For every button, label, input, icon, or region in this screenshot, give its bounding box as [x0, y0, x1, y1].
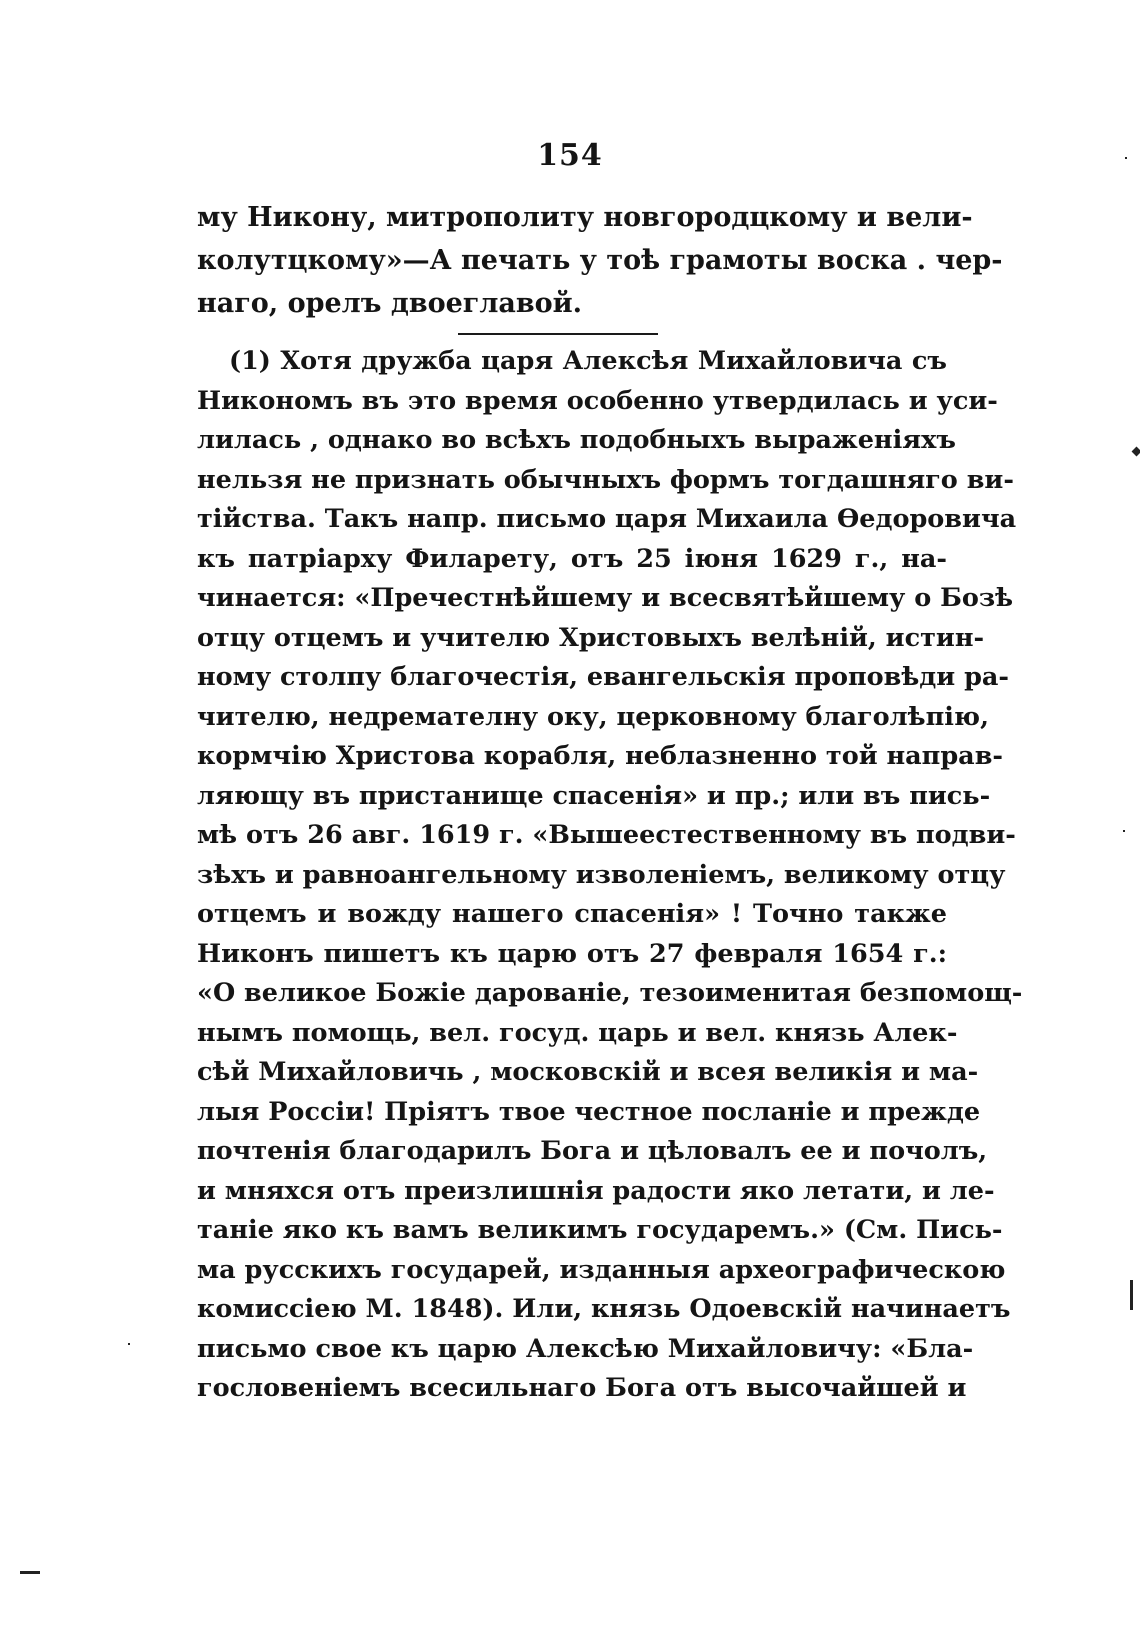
footnote-line: тійства. Такъ напр. письмо царя Михаила Ѳедоровича: [197, 504, 1017, 534]
footnote-block: [197, 342, 1023, 1409]
scan-mark: [1123, 830, 1125, 832]
scan-mark: [128, 1343, 130, 1345]
scan-mark: [1132, 447, 1140, 457]
footnote-line: нымъ помощь, вел. госуд. царь и вел. князь Алек-: [197, 1017, 958, 1048]
page-number: 154: [537, 138, 603, 173]
footnote-line: сѣй Михайловичь , московскій и всея великія и ма-: [197, 1057, 979, 1087]
footnote-line: комиссіею М. 1848). Или, князь Одоевскій начинаетъ: [197, 1294, 1011, 1324]
footnote-line: кормчію Христова корабля, неблазненно той направ-: [197, 741, 1004, 771]
footnote-line: «О великое Божіе дарованіе, тезоименитая безпомощ-: [197, 978, 1023, 1008]
footnote-separator: [458, 333, 658, 335]
footnote-line: ма русскихъ государей, изданныя археографическою: [197, 1254, 1006, 1285]
footnote-line: ляющу въ пристанище спасенія» и пр.; или въ пись-: [197, 780, 991, 811]
footnote-line: Никонъ пишетъ къ царю отъ 27 февраля 1654 г.:: [197, 938, 947, 969]
footnote-line: таніе яко къ вамъ великимъ государемъ.» (См. Пись-: [197, 1215, 1003, 1245]
footnote-line: нельзя не признать обычныхъ формъ тогдашняго ви-: [197, 464, 1014, 495]
main-text-line: му Никону, митрополиту новгородцкому и вели-: [197, 202, 973, 233]
footnote-line: гословеніемъ всесильнаго Бога отъ высочайшей и: [197, 1373, 967, 1403]
footnote-line: зѣхъ и равноангельному изволеніемъ, великому отцу: [197, 859, 1006, 890]
footnote-line: ному столпу благочестія, евангельскія проповѣди ра-: [197, 662, 1010, 692]
scan-mark: [20, 1571, 40, 1574]
footnote-line: Никономъ въ это время особенно утвердилась и уси-: [197, 385, 998, 416]
footnote-line: къ патріарху Филарету, отъ 25 іюня 1629 г., на-: [197, 543, 947, 574]
footnote-line: почтенія благодарилъ Бога и цѣловалъ ее и почолъ,: [197, 1136, 988, 1166]
footnote-line: чинается: «Пречестнѣйшему и всесвятѣйшему о Бозѣ: [197, 583, 1014, 613]
main-text-line: наго, орелъ двоеглавой.: [197, 288, 583, 319]
footnote-line: лилась , однако во всѣхъ подобныхъ выраженіяхъ: [197, 425, 956, 455]
main-text-line: колутцкому»—А печать у тоѣ грамоты воска . чер-: [197, 245, 1003, 276]
footnote-line: лыя Россіи! Пріятъ твое честное посланіе и прежде: [197, 1096, 981, 1127]
footnote-line: и мняхся отъ преизлишнія радости яко летати, и ле-: [197, 1175, 995, 1206]
footnote-line: отцу отцемъ и учителю Христовыхъ велѣній, истин-: [197, 622, 985, 653]
scan-mark: [1125, 157, 1127, 159]
main-text-block: [197, 196, 1003, 325]
footnote-line: мѣ отъ 26 авг. 1619 г. «Вышеестественному въ подви-: [197, 820, 1016, 850]
footnote-line: (1) Хотя дружба царя Алексѣя Михайловича съ: [229, 346, 947, 376]
footnote-line: чителю, недремателну оку, церковному благолѣпію,: [197, 701, 989, 732]
footnote-line: письмо свое къ царю Алексѣю Михайловичу: «Бла-: [197, 1333, 974, 1364]
scan-mark: [1130, 1280, 1133, 1310]
footnote-line: отцемъ и вожду нашего спасенія» ! Точно также: [197, 899, 947, 929]
